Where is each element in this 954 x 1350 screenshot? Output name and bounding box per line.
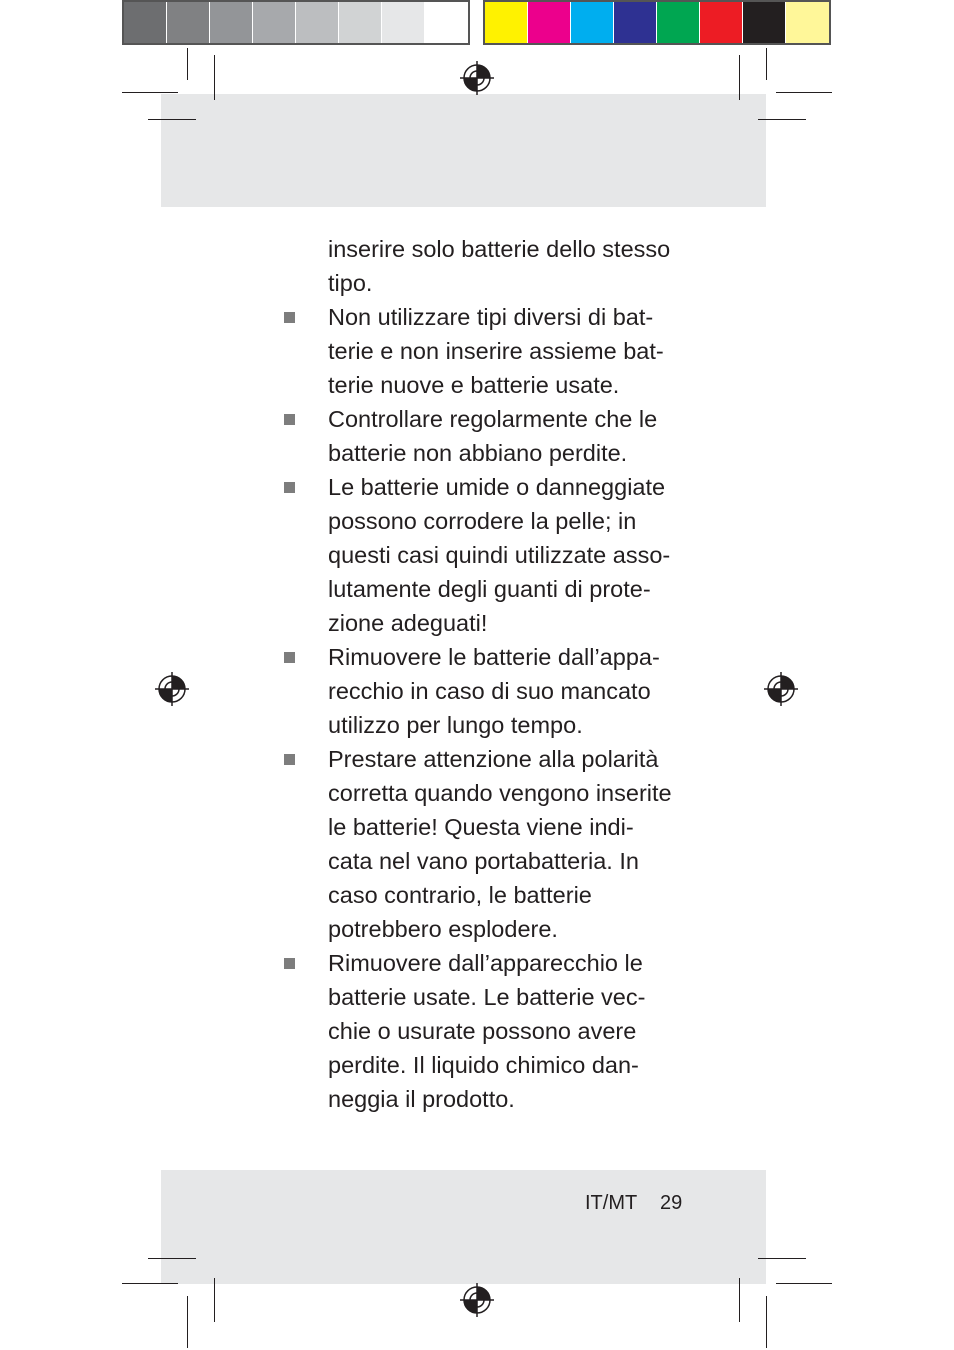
color-swatch [571, 2, 614, 43]
registration-mark-icon [460, 1283, 494, 1317]
color-swatch [528, 2, 571, 43]
gray-swatch [425, 2, 468, 43]
color-calibration-bar [483, 0, 831, 45]
text-line: zione adeguati! [328, 610, 488, 636]
registration-mark-icon [764, 672, 798, 706]
gray-swatch [210, 2, 253, 43]
text-line: Rimuovere le batterie dall’appa- [328, 644, 660, 670]
text-line: batterie non abbiano perdite. [328, 440, 628, 466]
crop-mark [776, 1283, 832, 1284]
text-line: utilizzo per lungo tempo. [328, 712, 583, 738]
text-line: neggia il prodotto. [328, 1086, 515, 1112]
gray-swatch [339, 2, 382, 43]
gray-swatch [124, 2, 167, 43]
page-number: 29 [660, 1192, 683, 1214]
bullet-item [280, 640, 700, 742]
crop-mark [758, 1258, 806, 1259]
registration-mark-icon [460, 61, 494, 95]
text-line: chie o usurate possono avere [328, 1018, 637, 1044]
text-line: Rimuovere dall’apparecchio le [328, 950, 643, 976]
text-line: Controllare regolarmente che le [328, 406, 658, 432]
square-bullet-icon [284, 482, 295, 493]
color-swatch [614, 2, 657, 43]
text-line: Non utilizzare tipi diversi di bat- [328, 304, 654, 330]
bullet-item [280, 470, 700, 640]
text-line: perdite. Il liquido chimico dan- [328, 1052, 639, 1078]
battery-safety-text [280, 232, 700, 1116]
crop-mark [739, 55, 740, 100]
gray-swatch [296, 2, 339, 43]
crop-mark [214, 55, 215, 100]
bullet-item [280, 300, 700, 402]
text-line: lutamente degli guanti di prote- [328, 576, 651, 602]
color-swatch [485, 2, 528, 43]
text-line: possono corrodere la pelle; in [328, 508, 637, 534]
text-line: batterie usate. Le batterie vec- [328, 984, 646, 1010]
text-line: caso contrario, le batterie [328, 882, 592, 908]
square-bullet-icon [284, 958, 295, 969]
text-line: corretta quando vengono inserite [328, 780, 672, 806]
crop-mark [766, 1296, 767, 1348]
text-line: le batterie! Questa viene indi- [328, 814, 634, 840]
crop-mark [148, 1258, 196, 1259]
gray-swatch [253, 2, 296, 43]
header-band [161, 94, 766, 207]
square-bullet-icon [284, 312, 295, 323]
language-code: IT/MT [585, 1192, 638, 1214]
gray-swatch [167, 2, 210, 43]
color-swatch [700, 2, 743, 43]
text-line: questi casi quindi utilizzate asso- [328, 542, 671, 568]
crop-mark [187, 48, 188, 80]
text-line: Prestare attenzione alla polarità [328, 746, 659, 772]
crop-mark [758, 119, 806, 120]
text-line: potrebbero esplodere. [328, 916, 558, 942]
crop-mark [739, 1278, 740, 1322]
crop-mark [148, 119, 196, 120]
color-swatch [786, 2, 829, 43]
crop-mark [187, 1296, 188, 1348]
crop-mark [766, 48, 767, 80]
footer-band [161, 1170, 766, 1284]
bullet-item [280, 946, 700, 1116]
crop-mark [214, 1278, 215, 1322]
text-line: inserire solo batterie dello stesso [328, 236, 671, 262]
square-bullet-icon [284, 754, 295, 765]
text-line: terie nuove e batterie usate. [328, 372, 620, 398]
bullet-item [280, 742, 700, 946]
crop-mark [122, 92, 178, 93]
text-line: cata nel vano portabatteria. In [328, 848, 639, 874]
crop-mark [776, 92, 832, 93]
continuation-paragraph [280, 232, 700, 300]
text-line: terie e non inserire assieme bat- [328, 338, 664, 364]
color-swatch [657, 2, 700, 43]
square-bullet-icon [284, 414, 295, 425]
bullet-item [280, 402, 700, 470]
color-swatch [743, 2, 786, 43]
registration-mark-icon [155, 672, 189, 706]
text-line: recchio in caso di suo mancato [328, 678, 651, 704]
gray-calibration-bar [122, 0, 470, 45]
gray-swatch [382, 2, 425, 43]
text-line: tipo. [328, 270, 373, 296]
square-bullet-icon [284, 652, 295, 663]
crop-mark [122, 1283, 178, 1284]
text-line: Le batterie umide o danneggiate [328, 474, 666, 500]
